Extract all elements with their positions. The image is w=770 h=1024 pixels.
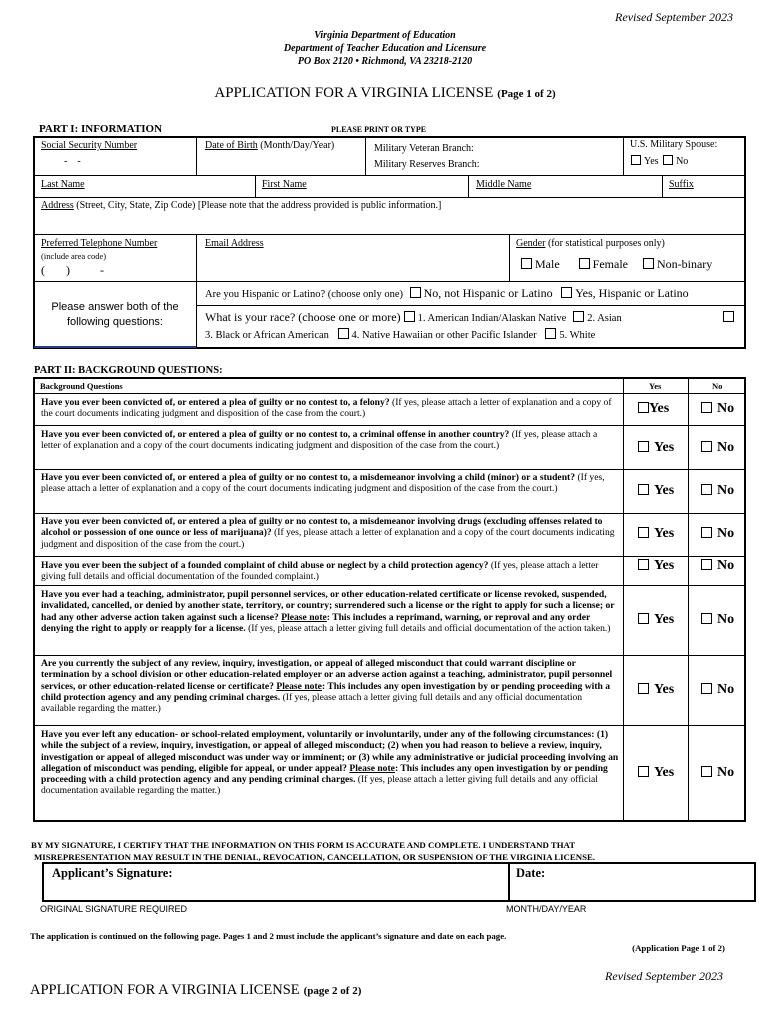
military-spouse-options: Yes No	[631, 155, 688, 167]
part2-heading: PART II: BACKGROUND QUESTIONS:	[34, 365, 223, 376]
gender-options: Male Female Non-binary	[521, 257, 712, 272]
q3-yes-option[interactable]: Yes	[638, 483, 674, 499]
q7-no-option[interactable]: No	[701, 682, 734, 698]
race-question: What is your race? (choose one or more) 1. American Indian/Alaskan Native 2. Asian	[205, 310, 622, 324]
race-options-row2: 3. Black or African American 4. Native Hawaiian or other Pacific Islander 5. White	[205, 330, 596, 341]
hispanic-yes-checkbox[interactable]	[561, 287, 572, 298]
page-title: APPLICATION FOR A VIRGINIA LICENSE (Page 1 of 2)	[214, 85, 556, 101]
question-left-employment: Have you ever left any education- or school-related employment, voluntarily or involuntarily, under any of the following circumstances: (1) while the subject of a review, inquiry, investigation, or appeal of alleged misconduct; (2) when you had reason to believe a review, inquiry, investigation or appeal of alleged misconduct was under way or imminent; or (3) while any administrative or judicial proceeding involving an allegation of misconduct was pending, eligible for appeal, or under appeal? Please note: This includes any open investigation by or pending proceeding with a child protection agency and any pending criminal charges. (If yes, please attach a letter giving full details and any official documentation available regarding the matter.)	[41, 729, 619, 797]
org-name: Virginia Department of Education	[314, 30, 456, 41]
print-note: PLEASE PRINT OR TYPE	[331, 125, 427, 134]
page2-title: APPLICATION FOR A VIRGINIA LICENSE (page 2 of 2)	[30, 982, 362, 998]
q6-yes-option[interactable]: Yes	[638, 612, 674, 628]
race1-checkbox[interactable]	[404, 311, 415, 322]
q3-no-option[interactable]: No	[701, 483, 734, 499]
q5-yes-option[interactable]: Yes	[638, 558, 674, 574]
hispanic-question: Are you Hispanic or Latino? (choose only one) No, not Hispanic or Latino Yes, Hispanic or Latino	[205, 286, 689, 300]
col-questions: Background Questions	[40, 381, 123, 391]
date-format-note: MONTH/DAY/YEAR	[506, 904, 587, 914]
spouse-no-checkbox[interactable]	[663, 155, 673, 165]
last-name-field[interactable]: Last Name	[41, 179, 85, 190]
org-address: PO Box 2120 • Richmond, VA 23218-2120	[297, 56, 473, 67]
applicant-signature-field[interactable]: Applicant’s Signature:	[52, 866, 173, 880]
question-child-abuse: Have you ever been the subject of a founded complaint of child abuse or neglect by a child protection agency? (If yes, please attach a letter giving full details and official documentation of the founded complaint.)	[41, 560, 599, 583]
suffix-field[interactable]: Suffix	[669, 179, 694, 190]
answer-both-note: Please answer both of the following questions:	[51, 301, 179, 328]
question-drug-misdemeanor: Have you ever been convicted of, or entered a plea of guilty or no contest to, a misdemeanor involving drugs (excluding offenses related to alcohol or possession of one ounce or less of marijuana)? (If yes, please attach a letter of explanation and a copy of the court documents indicating judgment and disposition of the case from the court.)	[41, 516, 615, 550]
page-indicator: (Application Page 1 of 2)	[632, 943, 725, 953]
signature-date-field[interactable]: Date:	[516, 866, 546, 880]
email-field[interactable]: Email Address	[205, 238, 264, 249]
race-extra-checkbox[interactable]	[723, 311, 734, 322]
first-name-field[interactable]: First Name	[262, 179, 307, 190]
military-spouse-label: U.S. Military Spouse:	[630, 139, 718, 150]
q4-no-option[interactable]: No	[701, 526, 734, 542]
question-foreign-offense: Have you ever been convicted of, or entered a plea of guilty or no contest to, a criminal offense in another country? (If yes, please attach a letter of explanation and a copy of the court documents indicating judgment and disposition of the case from the court.)	[41, 429, 598, 452]
q2-no-option[interactable]: No	[701, 440, 734, 456]
address-field[interactable]: Address (Street, City, State, Zip Code) [Please note that the address provided is public information.]	[41, 200, 442, 211]
q8-yes-option[interactable]: Yes	[638, 765, 674, 781]
dob-field[interactable]: Date of Birth (Month/Day/Year)	[205, 140, 335, 151]
gender-label: Gender (for statistical purposes only)	[516, 238, 665, 249]
q5-no-option[interactable]: No	[701, 558, 734, 574]
org-header	[0, 29, 770, 68]
q8-no-option[interactable]: No	[701, 765, 734, 781]
female-checkbox[interactable]	[579, 258, 590, 269]
certification-statement: BY MY SIGNATURE, I CERTIFY THAT THE INFORMATION ON THIS FORM IS ACCURATE AND COMPLETE. I UNDERSTAND THAT MISREPRESENTATION MAY RESULT IN THE DENIAL, REVOCATION, CANCELLATION, OR SUSPENSION OF THE VIRGINIA LICENSE.	[31, 840, 596, 862]
q1-yes-option[interactable]: Yes	[638, 401, 669, 417]
race3-checkbox[interactable]	[338, 328, 349, 339]
q6-no-option[interactable]: No	[701, 612, 734, 628]
question-felony: Have you ever been convicted of, or entered a plea of guilty or no contest to, a felony? (If yes, please attach a letter of explanation and a copy of the court documents indicating judgment and disposition of the case from the court.)	[41, 397, 612, 420]
ssn-label: Social Security Number	[41, 140, 138, 151]
nonbinary-checkbox[interactable]	[643, 258, 654, 269]
ssn-field[interactable]: - -	[64, 156, 81, 167]
phone-note: (include area code)	[41, 251, 107, 261]
phone-label: Preferred Telephone Number	[41, 238, 158, 249]
reserves-branch-field[interactable]: Military Reserves Branch:	[374, 159, 480, 170]
revised-date: Revised September 2023	[615, 10, 733, 24]
hispanic-no-checkbox[interactable]	[410, 287, 421, 298]
question-child-misdemeanor: Have you ever been convicted of, or entered a plea of guilty or no contest to, a misdemeanor involving a child (minor) or a student? (If yes, please attach a letter of explanation and a copy of the court documents indicating judgment and disposition of the case from the court.)	[41, 472, 605, 495]
part1-heading: PART I: INFORMATION	[39, 123, 163, 135]
race4-checkbox[interactable]	[545, 328, 556, 339]
spouse-yes-checkbox[interactable]	[631, 155, 641, 165]
original-signature-note: ORIGINAL SIGNATURE REQUIRED	[40, 904, 188, 914]
phone-field[interactable]: ( ) -	[41, 263, 104, 277]
question-current-investigation: Are you currently the subject of any review, inquiry, investigation, or appeal of alleged misconduct that could warrant discipline or termination by a school division or other education-related employer or an adverse action against a teaching, administrator, pupil personnel services, or other education-related license or certificate? Please note: This includes any open investigation by or pending proceeding with a child protection agency and any pending criminal charges. (If yes, please attach a letter giving full details and any official documentation available regarding the matter.)	[41, 658, 613, 715]
q2-yes-option[interactable]: Yes	[638, 440, 674, 456]
middle-name-field[interactable]: Middle Name	[476, 179, 532, 190]
col-yes: Yes	[649, 381, 662, 391]
male-checkbox[interactable]	[521, 258, 532, 269]
veteran-branch-field[interactable]: Military Veteran Branch:	[374, 143, 474, 154]
page2-revised-date: Revised September 2023	[605, 969, 723, 983]
race2-checkbox[interactable]	[573, 311, 584, 322]
question-license-action: Have you ever had a teaching, administrator, pupil personnel services, or other education-related certificate or license revoked, suspended, invalidated, cancelled, or denied by another state, territory, or country; surrendered such a license or the right to apply for such a license; or had any other adverse action taken against such a license? Please note: This includes a reprimand, warning, or reproval and any order denying the right to apply or reapply for a license. (If yes, please attach a letter giving full details and official documentation of the action taken.)	[41, 589, 615, 634]
org-division: Department of Teacher Education and Licensure	[283, 43, 487, 54]
q4-yes-option[interactable]: Yes	[638, 526, 674, 542]
q1-no-option[interactable]: No	[701, 401, 734, 417]
continued-note: The application is continued on the following page. Pages 1 and 2 must include the applicant’s signature and date on each page.	[30, 931, 507, 941]
col-no: No	[712, 381, 723, 391]
q7-yes-option[interactable]: Yes	[638, 682, 674, 698]
